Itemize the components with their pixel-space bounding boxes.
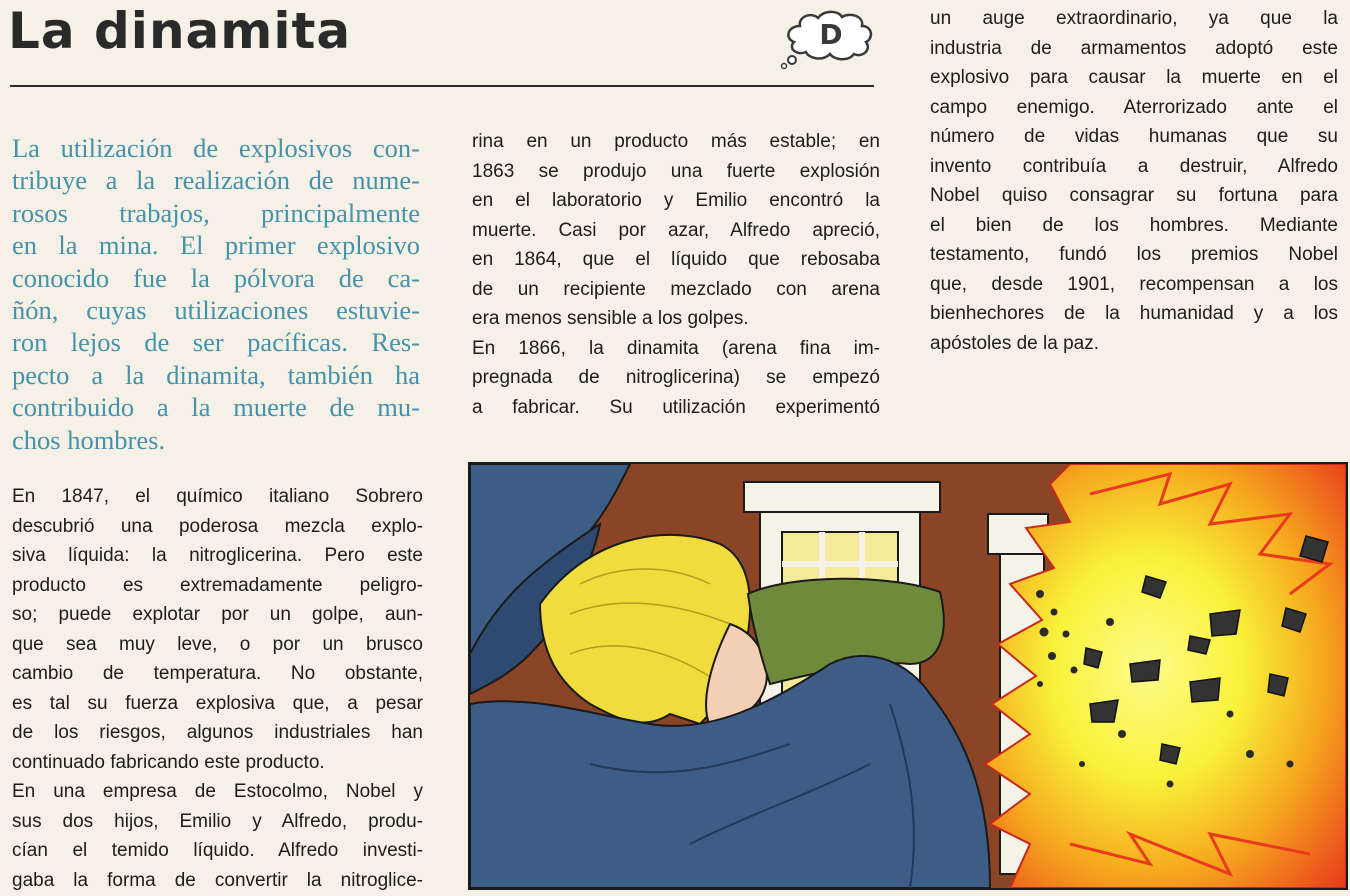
illustration-drawing [470,464,1346,888]
body-line: testamento, fundó los premios Nobel [930,244,1338,265]
body-line: a fabricar. Su utilización experimentó [472,396,880,418]
body-line: en 1864, que el líquido que rebosaba [472,249,880,270]
body-line: número de vidas humanas que su [930,126,1338,147]
body-line: bienhechores de la humanidad y a los [930,303,1338,324]
body-line: que, desde 1901, recompensan a los [930,273,1338,295]
body-line: invento contribuía a destruir, Alfredo [930,155,1338,177]
explosion-illustration [468,462,1348,890]
body-line: producto es extremadamente peligro- [12,574,423,596]
body-line: so; puede explotar por un golpe, aun- [12,604,423,625]
body-column-3 [930,4,1338,358]
intro-paragraph [12,132,420,456]
body-line: Nobel quiso consagrar su fortuna para [930,185,1338,206]
body-line: cambio de temperatura. No obstante, [12,663,423,684]
body-column-1 [12,482,423,895]
intro-line: ron lejos de ser pacíficas. Res- [12,327,420,358]
body-line: rina en un producto más estable; en [472,131,880,152]
body-line: descubrió una poderosa mezcla explo- [12,515,423,537]
body-line: el bien de los hombres. Mediante [930,214,1338,236]
body-line: En 1847, el químico italiano Sobrero [12,486,423,507]
body-line: era menos sensible a los golpes. [472,308,749,329]
body-line: pregnada de nitroglicerina) se empezó [472,367,880,388]
body-line: en el laboratorio y Emilio encontró la [472,190,880,211]
body-line: 1863 se produjo una fuerte explosión [472,160,880,182]
body-line: siva líquida: la nitroglicerina. Pero este [12,545,423,566]
body-line: de un recipiente mezclado con arena [472,278,880,300]
body-line: que sea muy leve, o por un brusco [12,633,423,655]
body-line: sus dos hijos, Emilio y Alfredo, produ- [12,810,423,832]
body-line: campo enemigo. Aterrorizado ante el [930,96,1338,118]
intro-line: en la mina. El primer explosivo [12,230,420,261]
badge-letter: D [819,18,843,51]
body-line: apóstoles de la paz. [930,332,1100,354]
body-line: industria de armamentos adoptó este [930,37,1338,59]
intro-line: conocido fue la pólvora de ca- [12,262,420,293]
body-line: muerte. Casi por azar, Alfredo apreció, [472,219,880,241]
intro-line: tribuye a la realización de nume- [12,165,420,196]
body-line: de los riesgos, algunos industriales han [12,722,423,743]
body-line: cían el temido líquido. Alfredo investi- [12,840,423,861]
body-line: un auge extraordinario, ya que la [930,8,1338,29]
body-line: En una empresa de Estocolmo, Nobel y [12,781,423,802]
intro-line: ñón, cuyas utilizaciones estuvie- [12,295,420,326]
body-line: continuado fabricando este producto. [12,751,325,773]
letter-badge [778,8,884,70]
page-title: La dinamita [8,2,352,60]
intro-line: La utilización de explosivos con- [12,133,420,163]
title-rule [10,85,874,87]
body-column-2 [472,127,880,422]
intro-line: contribuido a la muerte de mu- [12,392,420,423]
intro-line: rosos trabajos, principalmente [12,197,420,228]
intro-line: pecto a la dinamita, también ha [12,359,420,390]
body-line: es tal su fuerza explosiva que, a pesar [12,692,423,714]
intro-line: chos hombres. [12,424,166,455]
body-line: explosivo para causar la muerte en el [930,67,1338,88]
explosion [985,464,1346,888]
body-line: En 1866, la dinamita (arena fina im- [472,337,880,359]
body-line: gaba la forma de convertir la nitroglice- [12,869,423,891]
